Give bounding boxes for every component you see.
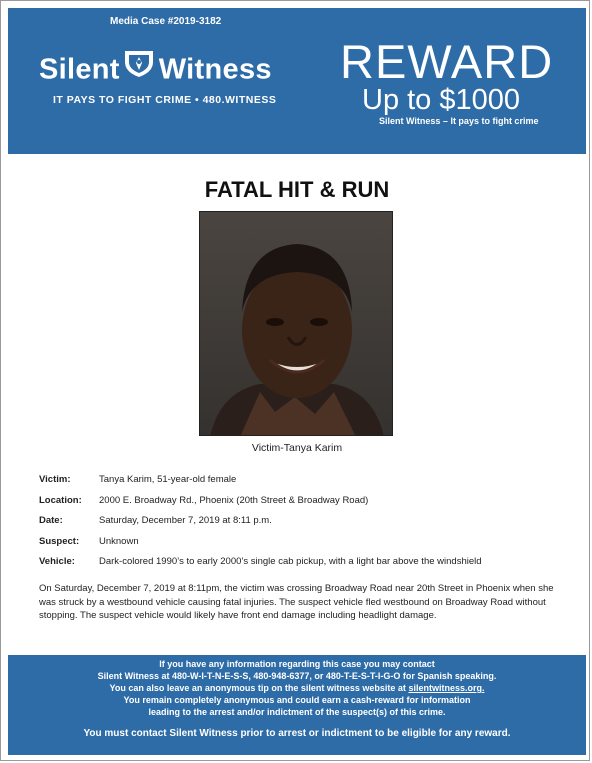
fact-label: Victim: bbox=[39, 474, 71, 485]
case-title: FATAL HIT & RUN bbox=[204, 177, 390, 202]
photo-caption: Victim-Tanya Karim bbox=[251, 442, 343, 454]
fact-label: Date: bbox=[39, 515, 63, 526]
logo-text-left: Silent bbox=[39, 53, 120, 86]
victim-photo bbox=[199, 211, 393, 436]
header-banner bbox=[8, 8, 586, 154]
footer-eligibility-notice: You must contact Silent Witness prior to arrest or indictment to be eligible for any reward. bbox=[83, 728, 511, 739]
fact-value: Unknown bbox=[99, 535, 139, 547]
fact-value: 2000 E. Broadway Rd., Phoenix (20th Street & Broadway Road) bbox=[99, 494, 369, 506]
reward-amount: Up to $1000 bbox=[362, 84, 521, 116]
logo-text-right: Witness bbox=[158, 53, 272, 86]
fact-value: Tanya Karim, 51-year-old female bbox=[99, 474, 237, 485]
footer-web-prefix: You can also leave an anonymous tip on the silent witness website at bbox=[109, 683, 409, 693]
fact-value: Dark-colored 1990’s to early 2000’s single cab pickup, with a light bar above the windshield bbox=[99, 556, 482, 567]
footer-web-line bbox=[8, 682, 586, 694]
fact-label: Vehicle: bbox=[39, 556, 75, 567]
footer-line: leading to the arrest and/or indictment of the suspect(s) of this crime. bbox=[148, 707, 446, 717]
fact-row-suspect bbox=[39, 536, 482, 557]
reward-heading: REWARD bbox=[340, 35, 554, 88]
website-link[interactable]: silentwitness.org. bbox=[408, 683, 485, 693]
case-narrative: On Saturday, December 7, 2019 at 8:11pm, the victim was crossing Broadway Road near 20th Street in Phoenix when she was struck by a westbound vehicle causing fatal injuries. The suspect vehicle fled westbound on Broadway Road without stopping. The suspect vehicle would likely have front end damage including headlight damage. bbox=[39, 583, 554, 621]
shield-emblem-icon bbox=[123, 48, 155, 86]
silent-witness-logo bbox=[39, 52, 272, 90]
fact-row-vehicle bbox=[39, 556, 482, 577]
fact-row-date bbox=[39, 515, 482, 536]
fact-row-location bbox=[39, 495, 482, 516]
case-number: Media Case #2019-3182 bbox=[110, 16, 222, 27]
footer-line: If you have any information regarding this case you may contact bbox=[159, 659, 435, 669]
contact-footer bbox=[8, 655, 586, 755]
tagline: IT PAYS TO FIGHT CRIME • 480.WITNESS bbox=[53, 94, 277, 106]
case-facts bbox=[39, 474, 482, 577]
fact-label: Suspect: bbox=[39, 535, 80, 547]
fact-label: Location: bbox=[39, 494, 82, 506]
reward-subtitle: Silent Witness – It pays to fight crime bbox=[379, 116, 539, 126]
footer-line: You remain completely anonymous and could earn a cash-reward for information bbox=[123, 695, 471, 705]
fact-value: Saturday, December 7, 2019 at 8:11 p.m. bbox=[99, 515, 272, 526]
fact-row-victim bbox=[39, 474, 482, 495]
footer-phone-line: Silent Witness at 480-W-I-T-N-E-S-S, 480-948-6377, or 480-T-E-S-T-I-G-O for Spanish speaking. bbox=[97, 671, 497, 681]
